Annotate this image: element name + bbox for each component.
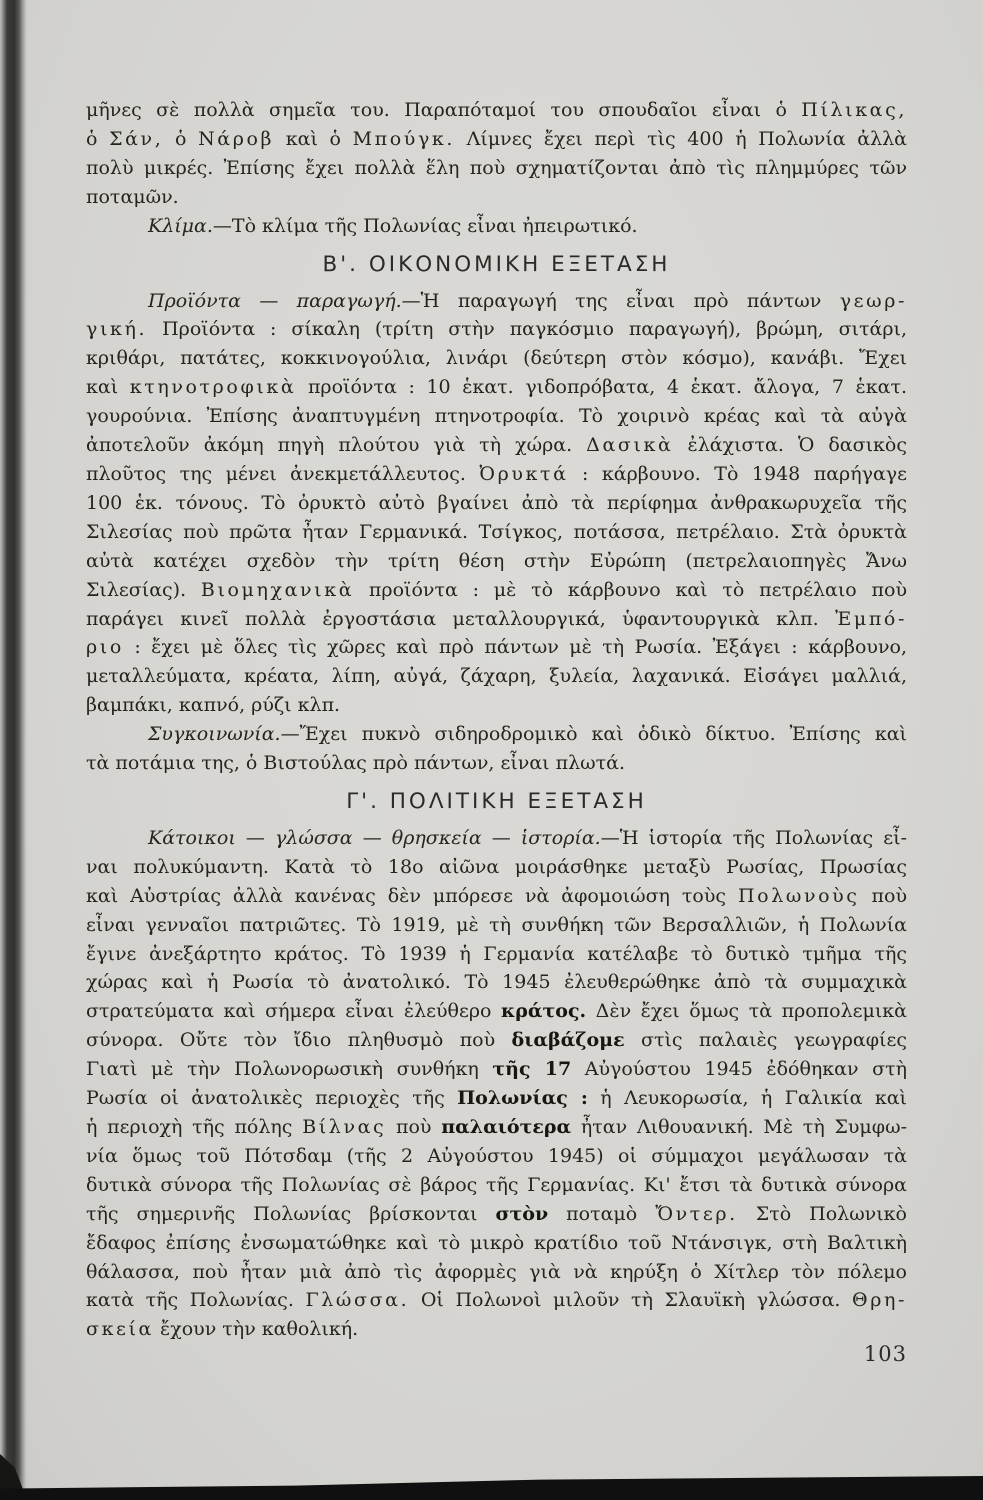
text-line: Γιατὶ μὲ τὴν Πολωνορωσικὴ συνθήκη τῆς 17 Αὐγούστου 1945 ἐδόθηκαν στὴ: [86, 1058, 907, 1081]
text-line: γουρούνια. Ἐπίσης ἀναπτυγμένη πτηνοτροφία. Τὸ χοιρινὸ κρέας καὶ τὰ αὐγὰ: [86, 405, 907, 428]
text-line: μῆνες σὲ πολλὰ σημεῖα του. Παραπόταμοί του σπουδαῖοι εἶναι ὁ Πίλικας,: [86, 99, 907, 121]
text-line: ριο : ἔχει μὲ ὅλες τὶς χῶρες καὶ πρὸ πάντων μὲ τὴ Ρωσία. Ἐξάγει : κάρβουνο,: [86, 636, 907, 659]
page-number: 103: [863, 1342, 907, 1366]
section-heading-economic: Β'. ΟΙΚΟΝΟΜΙΚΗ ΕΞΕΤΑΣΗ: [322, 251, 671, 277]
paragraph-inhabitants-language-history: [86, 824, 907, 1344]
section-heading-political: Γ'. ΠΟΛΙΤΙΚΗ ΕΞΕΤΑΣΗ: [346, 788, 647, 814]
text-line: ποταμῶν.: [86, 185, 179, 208]
page-body-text: [86, 96, 907, 1344]
text-line: ἡ περιοχὴ τῆς πόλης Βίλνας ποὺ παλαιότερα ἦταν Λιθουανική. Μὲ τὴ Συμφω-: [86, 1116, 907, 1138]
text-line: στρατεύματα καὶ σήμερα εἶναι ἐλεύθερο κράτος. Δὲν ἔχει ὅμως τὰ προπολεμικὰ: [86, 1000, 907, 1023]
text-line: βαμπάκι, καπνό, ρύζι κλπ.: [86, 694, 341, 717]
text-line: κριθάρι, πατάτες, κοκκινογούλια, λινάρι (δεύτερη στὸν κόσμο), κανάβι. Ἔχει: [86, 347, 907, 370]
text-line: 100 ἑκ. τόνους. Τὸ ὀρυκτὸ αὐτὸ βγαίνει ἀπὸ τὰ περίφημα ἀνθρακωρυχεῖα τῆς: [86, 491, 907, 514]
text-line: εἶναι γενναῖοι πατριῶτες. Τὸ 1919, μὲ τὴ συνθήκη τῶν Βερσαλλιῶν, ἡ Πολωνία: [86, 913, 907, 936]
text-line: Κλίμα.—Τὸ κλίμα τῆς Πολωνίας εἶναι ἠπειρωτικό.: [148, 214, 638, 237]
text-line: ἔγινε ἀνεξάρτητο κράτος. Τὸ 1939 ἡ Γερμανία κατέλαβε τὸ δυτικὸ τμῆμα τῆς: [86, 942, 907, 965]
text-line: αὐτὰ κατέχει σχεδὸν τὴν τρίτη θέση στὴν Εὐρώπη (πετρελαιοπηγὲς Ἄνω: [86, 549, 907, 572]
text-line: θάλασσα, ποὺ ἦταν μιὰ ἀπὸ τὶς ἀφορμὲς γιὰ νὰ κηρύξη ὁ Χίτλερ τὸν πόλεμο: [86, 1260, 907, 1283]
paragraph-products-production: [86, 287, 907, 721]
text-line: σύνορα. Οὔτε τὸν ἴδιο πληθυσμὸ ποὺ διαβάζομε στὶς παλαιὲς γεωγραφίες: [86, 1029, 907, 1052]
text-line: καὶ κτηνοτροφικὰ προϊόντα : 10 ἑκατ. γιδοπρόβατα, 4 ἑκατ. ἄλογα, 7 ἑκατ.: [86, 376, 907, 399]
text-line: σκεία ἔχουν τὴν καθολική.: [86, 1318, 359, 1341]
text-line: Σιλεσίας). Βιομηχανικὰ προϊόντα : μὲ τὸ κάρβουνο καὶ τὸ πετρέλαιο ποὺ: [86, 578, 907, 601]
text-line: ἀποτελοῦν ἀκόμη πηγὴ πλούτου γιὰ τὴ χώρα. Δασικὰ ἐλάχιστα. Ὁ δασικὸς: [86, 434, 907, 457]
text-line: δυτικὰ σύνορα τῆς Πολωνίας σὲ βάρος τῆς Γερμανίας. Κι' ἔτσι τὰ δυτικὰ σύνορα: [86, 1173, 907, 1196]
text-line: νία ὅμως τοῦ Πότσδαμ (τῆς 2 Αὐγούστου 1945) οἱ σύμμαχοι μεγάλωσαν τὰ: [86, 1144, 907, 1167]
text-line: παράγει κινεῖ πολλὰ ἐργοστάσια μεταλλουργικά, ὑφαντουργικὰ κλπ. Ἐμπό-: [86, 607, 907, 630]
text-line: πλοῦτος της μένει ἀνεκμετάλλευτος. Ὀρυκτά : κάρβουνο. Τὸ 1948 παρήγαγε: [86, 462, 907, 485]
book-spine-edge: [0, 0, 27, 1500]
text-line: Σιλεσίας ποὺ πρῶτα ἦταν Γερμανικά. Τσίγκος, ποτάσσα, πετρέλαιο. Στὰ ὀρυκτὰ: [86, 520, 907, 543]
text-line: χώρας καὶ ἡ Ρωσία τὸ ἀνατολικό. Τὸ 1945 ἐλευθερώθηκε ἀπὸ τὰ συμμαχικὰ: [86, 971, 907, 994]
text-line: ἔδαφος ἐπίσης ἐνσωματώθηκε καὶ τὸ μικρὸ κρατίδιο τοῦ Ντάνσιγκ, στὴ Βαλτικὴ: [86, 1231, 907, 1254]
text-line: Προϊόντα — παραγωγή.—Ἡ παραγωγή της εἶναι πρὸ πάντων γεωρ-: [148, 289, 907, 312]
text-line: καὶ Αὐστρίας ἀλλὰ κανένας δὲν μπόρεσε νὰ ἀφομοιώση τοὺς Πολωνοὺς ποὺ: [86, 884, 907, 907]
text-line: πολὺ μικρές. Ἐπίσης ἔχει πολλὰ ἕλη ποὺ σχηματίζονται ἀπὸ τὶς πλημμύρες τῶν: [86, 156, 907, 179]
paragraph-climate: [86, 212, 907, 241]
text-line: Κάτοικοι — γλώσσα — θρησκεία — ἱστορία.—Ἡ ἱστορία τῆς Πολωνίας εἶ-: [148, 826, 907, 849]
text-line: Συγκοινωνία.—Ἔχει πυκνὸ σιδηροδρομικὸ καὶ ὁδικὸ δίκτυο. Ἐπίσης καὶ: [148, 723, 907, 746]
text-line: μεταλλεύματα, κρέατα, λίπη, αὐγά, ζάχαρη, ξυλεία, λαχανικά. Εἰσάγει μαλλιά,: [86, 665, 907, 688]
text-line: γική. Προϊόντα : σίκαλη (τρίτη στὴν παγκόσμιο παραγωγή), βρώμη, σιτάρι,: [86, 318, 907, 341]
text-line: τὰ ποτάμια της, ὁ Βιστούλας πρὸ πάντων, εἶναι πλωτά.: [86, 752, 626, 775]
text-line: ὁ Σάν, ὁ Νάροβ καὶ ὁ Μπούγκ. Λίμνες ἔχει περὶ τὶς 400 ἡ Πολωνία ἀλλὰ: [86, 127, 907, 150]
scan-shadow-bottom: [0, 1470, 983, 1500]
text-line: Ρωσία οἱ ἀνατολικὲς περιοχὲς τῆς Πολωνίας : ἡ Λευκορωσία, ἡ Γαλικία καὶ: [86, 1087, 907, 1110]
text-line: ναι πολυκύμαντη. Κατὰ τὸ 18ο αἰῶνα μοιράσθηκε μεταξὺ Ρωσίας, Πρωσίας: [86, 855, 907, 878]
text-line: τῆς σημερινῆς Πολωνίας βρίσκονται στὸν ποταμὸ Ὄντερ. Στὸ Πολωνικὸ: [86, 1202, 907, 1225]
paragraph-transport: [86, 720, 907, 778]
paragraph-rivers-lakes: [86, 96, 907, 212]
text-line: κατὰ τῆς Πολωνίας. Γλώσσα. Οἱ Πολωνοὶ μιλοῦν τὴ Σλαυϊκὴ γλώσσα. Θρη-: [86, 1289, 907, 1312]
